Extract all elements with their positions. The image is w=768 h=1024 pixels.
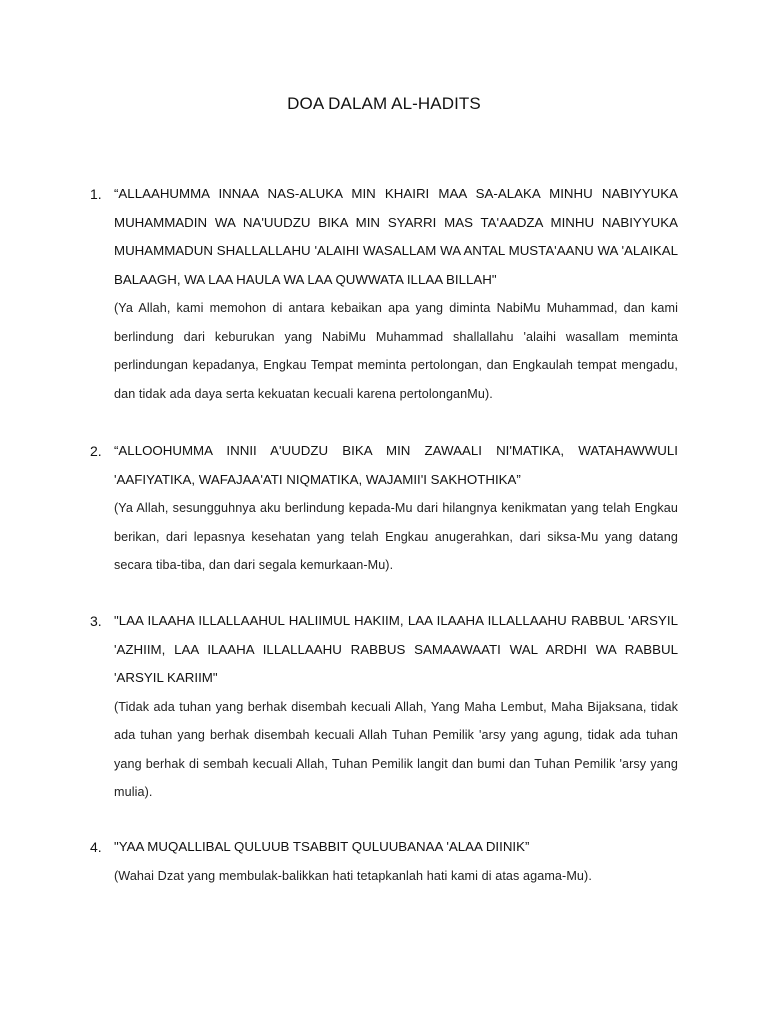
translation-text: (Ya Allah, kami memohon di antara kebaikan apa yang diminta NabiMu Muhammad, dan kami berlindung dari keburukan yang NabiMu Muhammad shallallahu 'alaihi wasallam meminta perlindungan kepadanya, Engkau Tempat meminta pertolongan, dan Engkaulah tempat mengadu, dan tidak ada daya serta kekuatan kecuali karena pertolonganMu). (114, 301, 678, 401)
item-number: 3. (90, 613, 102, 629)
translation-text: (Wahai Dzat yang membulak-balikkan hati tetapkanlah hati kami di atas agama-Mu). (114, 868, 592, 883)
list-item (90, 607, 678, 807)
prayer-text: “ALLAAHUMMA INNAA NAS-ALUKA MIN KHAIRI MAA SA-ALAKA MINHU NABIYYUKA MUHAMMADIN WA NA'UUDZU BIKA MIN SYARRI MAS TA'AADZA MINHU NABIYYUKA MUHAMMADUN SHALLALLAHU 'ALAIHI WASALLAM WA ANTAL MUSTA'AANU WA 'ALAIKAL BALAAGH, WA LAA HAULA WA LAA QUWWATA ILLAA BILLAH" (114, 186, 678, 287)
document-title: DOA DALAM AL-HADITS (287, 94, 481, 113)
translation-text: (Tidak ada tuhan yang berhak disembah kecuali Allah, Yang Maha Lembut, Maha Bijaksana, tidak ada tuhan yang berhak disembah kecuali Allah Tuhan Pemilik 'arsy yang agung, tidak ada tuhan yang berhak di sembah kecuali Allah, Tuhan Pemilik langit dan bumi dan Tuhan Pemilik 'arsy yang mulia). (114, 699, 678, 799)
prayer-text: "LAA ILAAHA ILLALLAAHUL HALIIMUL HAKIIM, LAA ILAAHA ILLALLAAHU RABBUL 'ARSYIL 'AZHIIM, LAA ILAAHA ILLALLAAHU RABBUS SAMAAWAATI WAL ARDHI WA RABBUL 'ARSYIL KARIIM" (114, 613, 678, 685)
list-item (90, 180, 678, 408)
item-number: 1. (90, 186, 102, 202)
list-item (90, 833, 678, 890)
item-body (114, 180, 678, 408)
item-body (114, 833, 678, 890)
prayer-text: “ALLOOHUMMA INNII A'UUDZU BIKA MIN ZAWAALI NI'MATIKA, WATAHAWWULI 'AAFIYATIKA, WAFAJAA'ATI NIQMATIKA, WAJAMII'I SAKHOTHIKA” (114, 443, 678, 487)
list-item (90, 437, 678, 580)
translation-text: (Ya Allah, sesungguhnya aku berlindung kepada-Mu dari hilangnya kenikmatan yang telah Engkau berikan, dari lepasnya kesehatan yang telah Engkau anugerahkan, dari siksa-Mu yang datang secara tiba-tiba, dan dari segala kemurkaan-Mu). (114, 501, 678, 572)
item-number: 2. (90, 443, 102, 459)
item-body (114, 437, 678, 580)
item-body (114, 607, 678, 807)
item-number: 4. (90, 839, 102, 855)
prayer-text: "YAA MUQALLIBAL QULUUB TSABBIT QULUUBANAA 'ALAA DIINIK” (114, 839, 530, 854)
